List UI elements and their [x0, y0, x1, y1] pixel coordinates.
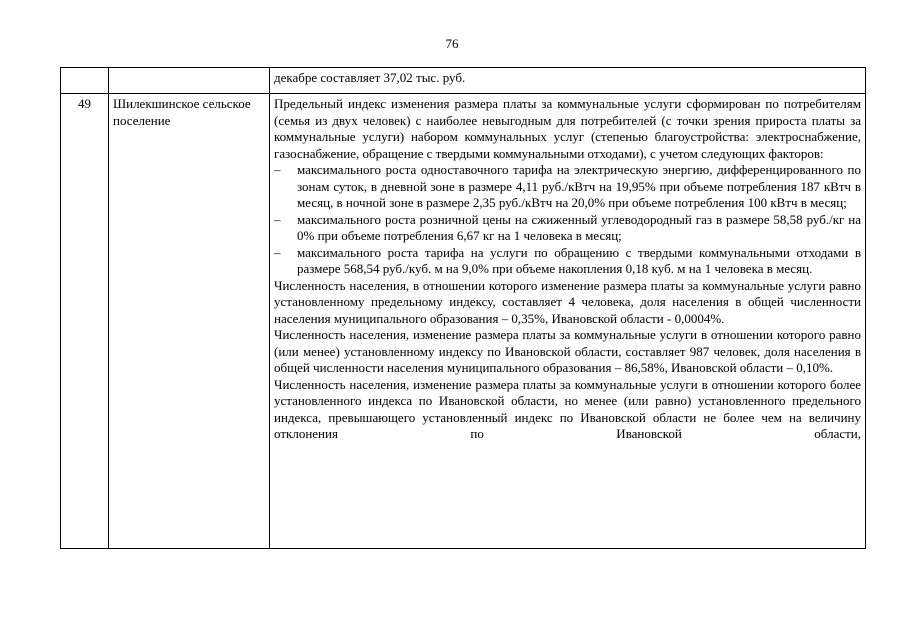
- factor-item: [274, 245, 861, 278]
- table-row: [61, 94, 866, 549]
- settlement-name-cell: Шилекшинское сельское поселение: [109, 94, 270, 549]
- factor-text: максимального роста розничной цены на сжиженный углеводородный газ в размере 58,58 руб./кг на 0% при объеме потребления 6,67 кг на 1 человека в месяц;: [297, 211, 861, 243]
- list-dash: –: [274, 162, 281, 177]
- description-cell: [270, 68, 866, 94]
- factor-text: максимального роста тарифа на услуги по обращению с твердыми коммунальными отходами в размере 568,54 руб./куб. м на 9,0% при объеме накопления 0,18 куб. м на 1 человека в месяц.: [297, 244, 861, 276]
- factors-list: [274, 162, 861, 278]
- description-cell: [270, 94, 866, 549]
- document-table: [60, 67, 866, 549]
- population-paragraph: Численность населения, изменение размера платы за коммунальные услуги в отношении которого равно (или менее) установленному индексу по Ивановской области, составляет 987 человек, доля населения в общей численности населения муниципального образования – 86,58%, Ивановской области – 0,10%.: [274, 327, 861, 375]
- page-number: 76: [445, 36, 459, 51]
- settlement-name-cell: [109, 68, 270, 94]
- row-number-cell: [61, 68, 109, 94]
- factor-text: максимального роста одноставочного тарифа на электрическую энергию, дифференцированного по зонам суток, в дневной зоне в размере 4,11 руб./кВтч на 19,95% при объеме потребления 187 кВтч в месяц, в ночной зоне в размере 2,35 руб./кВтч на 20,0% при объеме потребления 100 кВтч в месяц;: [297, 162, 861, 210]
- list-dash: –: [274, 211, 281, 227]
- table-row: [61, 68, 866, 94]
- intro-paragraph: Предельный индекс изменения размера платы за коммунальные услуги сформирован по потребителям (семья из двух человек) с наиболее невыгодным для потребителей (с точки зрения прироста платы за коммунальные услуги) набором коммунальных услуг (степенью благоустройства: электроснабжение, газоснабжение, обращение с твердыми коммунальными отходами), с учетом следующих факторов:: [274, 96, 861, 161]
- population-paragraph: Численность населения, в отношении которого изменение размера платы за коммунальные услуги равно установленному предельному индексу, составляет 4 человека, доля населения в общей численности населения муниципального образования – 0,35%, Ивановской области - 0,0004%.: [274, 277, 861, 326]
- row-number-cell: 49: [61, 94, 109, 549]
- population-paragraph: Численность населения, изменение размера платы за коммунальные услуги в отношении которого более установленного индекса по Ивановской области, но менее (или равно) установленного предельного индекса, превышающего установленный индекс по Ивановской области не более чем на величину отклонения по Ивановской области,: [274, 376, 861, 441]
- factor-item: [274, 162, 861, 212]
- continued-text: декабре составляет 37,02 тыс. руб.: [274, 70, 466, 85]
- list-dash: –: [274, 244, 281, 260]
- factor-item: [274, 212, 861, 245]
